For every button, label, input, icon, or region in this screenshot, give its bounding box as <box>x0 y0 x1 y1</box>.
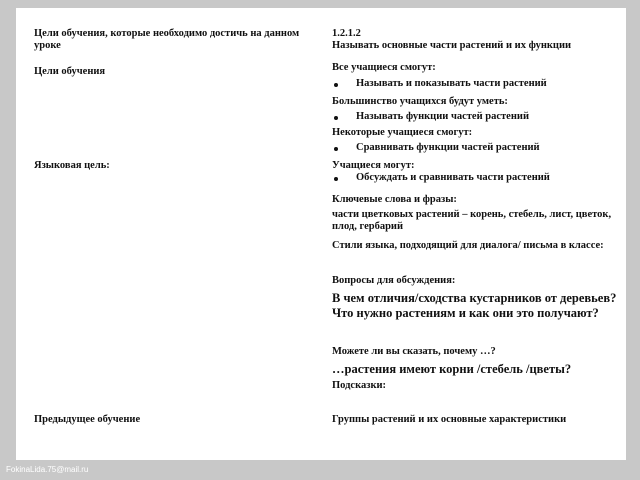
goal-code: 1.2.1.2 <box>332 28 361 39</box>
footer-email: FokinaLida.75@mail.ru <box>6 465 89 474</box>
why-question-answer: …растения имеют корни /стебель /цветы? <box>332 362 572 376</box>
some-students-label: Некоторые учащиеся смогут: <box>332 127 473 138</box>
prior-learning-text: Группы растений и их основные характеристики <box>332 414 567 425</box>
hints-label: Подсказки: <box>332 380 387 391</box>
keywords-label: Ключевые слова и фразы: <box>332 194 457 205</box>
some-students-item: Сравнивать функции частей растений <box>356 142 540 153</box>
bullet-icon <box>334 116 338 120</box>
students-can-label: Учащиеся могут: <box>332 160 415 171</box>
keywords-text: части цветковых растений – корень, стебель, лист, цветок, плод, гербарий <box>332 209 612 232</box>
language-style-label: Стили языка, подходящий для диалога/ письма в классе: <box>332 240 604 251</box>
most-students-item: Называть функции частей растений <box>356 111 529 122</box>
students-can-item: Обсуждать и сравнивать части растений <box>356 172 550 183</box>
all-students-label: Все учащиеся смогут: <box>332 62 436 73</box>
language-goal-label: Языковая цель: <box>34 160 110 171</box>
goals-label: Цели обучения <box>34 66 106 77</box>
all-students-item: Называть и показывать части растений <box>356 78 547 89</box>
prior-learning-label: Предыдущее обучение <box>34 414 141 425</box>
why-question-label: Можете ли вы сказать, почему …? <box>332 346 496 357</box>
bullet-icon <box>334 83 338 87</box>
goal-code-description: Называть основные части растений и их функции <box>332 40 572 51</box>
goals-to-achieve-label: Цели обучения, которые необходимо достичь на данном уроке <box>34 28 300 51</box>
bullet-icon <box>334 177 338 181</box>
most-students-label: Большинство учащихся будут уметь: <box>332 96 508 107</box>
discussion-questions-text: В чем отличия/сходства кустарников от деревьев? Что нужно растениям и как они это получают? <box>332 291 617 320</box>
discussion-questions-label: Вопросы для обсуждения: <box>332 275 456 286</box>
bullet-icon <box>334 147 338 151</box>
lesson-plan-table <box>16 8 626 460</box>
